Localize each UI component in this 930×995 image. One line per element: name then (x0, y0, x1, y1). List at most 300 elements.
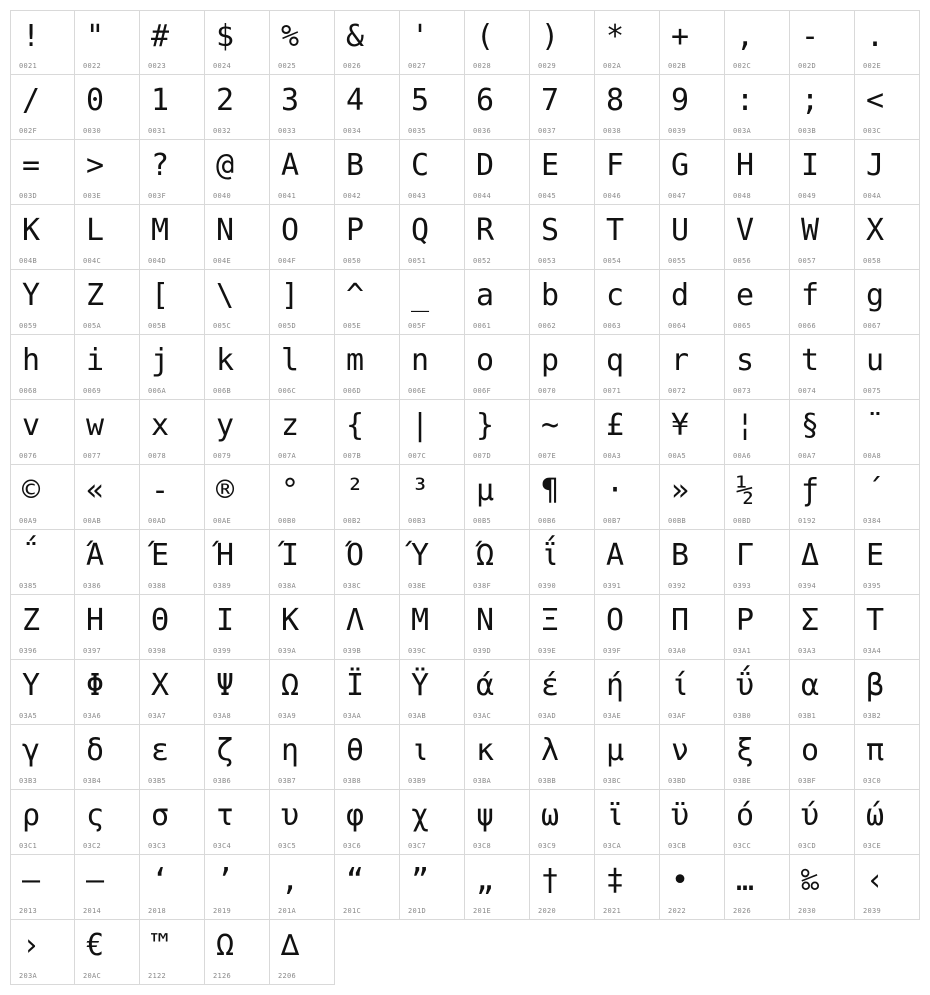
glyph-character: ’ (216, 863, 235, 898)
glyph-codepoint: 003D (19, 192, 38, 200)
glyph-character: 2 (216, 83, 235, 118)
glyph-character: ¶ (541, 473, 560, 508)
glyph-character: Υ (22, 668, 41, 703)
glyph-character: N (216, 213, 235, 248)
glyph-character: Α (606, 538, 625, 573)
glyph-character: ‹ (866, 863, 885, 898)
glyph-codepoint: 03A9 (278, 712, 297, 720)
glyph-codepoint: 0053 (538, 257, 557, 265)
glyph-cell (205, 465, 270, 530)
glyph-cell (140, 205, 205, 270)
glyph-character: ® (216, 473, 235, 508)
glyph-codepoint: 0041 (278, 192, 297, 200)
glyph-character: / (22, 83, 41, 118)
glyph-character: ρ (22, 798, 41, 833)
glyph-cell (335, 465, 400, 530)
glyph-codepoint: 005E (343, 322, 362, 330)
glyph-character: H (736, 148, 755, 183)
glyph-character: Ν (476, 603, 495, 638)
glyph-cell (400, 270, 465, 335)
glyph-codepoint: 0029 (538, 62, 557, 70)
glyph-character: K (22, 213, 41, 248)
glyph-character: Ύ (411, 538, 430, 573)
glyph-codepoint: 005B (148, 322, 167, 330)
glyph-character: n (411, 343, 430, 378)
glyph-codepoint: 03A5 (19, 712, 38, 720)
glyph-character: Κ (281, 603, 300, 638)
glyph-cell (10, 400, 75, 465)
glyph-codepoint: 039D (473, 647, 492, 655)
glyph-cell (660, 595, 725, 660)
glyph-character: ‚ (281, 863, 300, 898)
glyph-character: | (411, 408, 430, 443)
glyph-codepoint: 003C (863, 127, 882, 135)
glyph-character: Η (86, 603, 105, 638)
glyph-character: ' (411, 19, 430, 54)
glyph-codepoint: 006C (278, 387, 297, 395)
glyph-codepoint: 0044 (473, 192, 492, 200)
glyph-character: ΐ (541, 538, 560, 573)
glyph-cell (75, 10, 140, 75)
glyph-character: έ (541, 668, 560, 703)
glyph-codepoint: 0047 (668, 192, 687, 200)
glyph-codepoint: 0384 (863, 517, 882, 525)
glyph-cell (75, 920, 140, 985)
glyph-cell (855, 530, 920, 595)
glyph-cell (140, 725, 205, 790)
glyph-character: E (541, 148, 560, 183)
glyph-codepoint: 00BD (733, 517, 752, 525)
glyph-codepoint: 2026 (733, 907, 752, 915)
glyph-cell (400, 660, 465, 725)
glyph-character: ) (541, 19, 560, 54)
glyph-character: : (736, 83, 755, 118)
glyph-character: › (22, 928, 41, 963)
glyph-character: L (86, 213, 105, 248)
glyph-character: ” (411, 863, 430, 898)
glyph-character: ™ (151, 928, 170, 963)
glyph-character: 3 (281, 83, 300, 118)
glyph-character: u (866, 343, 885, 378)
glyph-codepoint: 0049 (798, 192, 817, 200)
glyph-cell (725, 270, 790, 335)
glyph-cell (530, 140, 595, 205)
glyph-cell (465, 270, 530, 335)
glyph-codepoint: 03BE (733, 777, 752, 785)
glyph-codepoint: 03B1 (798, 712, 817, 720)
glyph-character: , (736, 19, 755, 54)
glyph-cell (205, 595, 270, 660)
glyph-character: W (801, 213, 820, 248)
glyph-character: β (866, 668, 885, 703)
glyph-cell (75, 400, 140, 465)
glyph-codepoint: 03CE (863, 842, 882, 850)
glyph-codepoint: 00A7 (798, 452, 817, 460)
glyph-character: x (151, 408, 170, 443)
glyph-character: l (281, 343, 300, 378)
glyph-cell (790, 725, 855, 790)
glyph-codepoint: 007C (408, 452, 427, 460)
glyph-character: ω (541, 798, 560, 833)
glyph-codepoint: 2021 (603, 907, 622, 915)
glyph-cell (855, 335, 920, 400)
glyph-codepoint: 03C8 (473, 842, 492, 850)
glyph-codepoint: 0055 (668, 257, 687, 265)
glyph-character: ζ (216, 733, 235, 768)
glyph-codepoint: 0038 (603, 127, 622, 135)
glyph-codepoint: 03CD (798, 842, 817, 850)
glyph-cell (465, 140, 530, 205)
glyph-cell (530, 270, 595, 335)
glyph-character: I (801, 148, 820, 183)
glyph-character: " (86, 19, 105, 54)
glyph-codepoint: 0385 (19, 582, 38, 590)
glyph-cell (400, 725, 465, 790)
glyph-codepoint: 0050 (343, 257, 362, 265)
glyph-character: M (151, 213, 170, 248)
glyph-codepoint: 0023 (148, 62, 167, 70)
glyph-character: ο (801, 733, 820, 768)
glyph-character: > (86, 148, 105, 183)
glyph-character: Q (411, 213, 430, 248)
glyph-codepoint: 2020 (538, 907, 557, 915)
glyph-codepoint: 03CC (733, 842, 752, 850)
glyph-character: ½ (736, 473, 755, 508)
glyph-codepoint: 0027 (408, 62, 427, 70)
glyph-character: Ώ (476, 538, 495, 573)
glyph-codepoint: 0397 (83, 647, 102, 655)
glyph-cell (725, 790, 790, 855)
glyph-character: Δ (801, 538, 820, 573)
glyph-cell (855, 660, 920, 725)
glyph-cell (790, 595, 855, 660)
glyph-codepoint: 003A (733, 127, 752, 135)
glyph-character: e (736, 278, 755, 313)
glyph-character: „ (476, 863, 495, 898)
glyph-codepoint: 03B0 (733, 712, 752, 720)
glyph-codepoint: 0399 (213, 647, 232, 655)
glyph-cell (465, 465, 530, 530)
glyph-cell (660, 140, 725, 205)
glyph-codepoint: 0068 (19, 387, 38, 395)
glyph-cell (595, 335, 660, 400)
glyph-character: Ά (86, 538, 105, 573)
glyph-cell (530, 10, 595, 75)
glyph-codepoint: 03B4 (83, 777, 102, 785)
glyph-cell (270, 920, 335, 985)
glyph-cell (400, 855, 465, 920)
glyph-character: ύ (801, 798, 820, 833)
glyph-codepoint: 006E (408, 387, 427, 395)
glyph-codepoint: 0064 (668, 322, 687, 330)
glyph-codepoint: 00A9 (19, 517, 38, 525)
glyph-character: p (541, 343, 560, 378)
glyph-cell (140, 790, 205, 855)
glyph-codepoint: 2122 (148, 972, 167, 980)
glyph-codepoint: 00B6 (538, 517, 557, 525)
glyph-codepoint: 0024 (213, 62, 232, 70)
glyph-codepoint: 004B (19, 257, 38, 265)
glyph-character: d (671, 278, 690, 313)
glyph-character: Ε (866, 538, 885, 573)
glyph-character: ( (476, 19, 495, 54)
glyph-character: c (606, 278, 625, 313)
glyph-cell (660, 10, 725, 75)
glyph-cell (335, 140, 400, 205)
glyph-cell (465, 595, 530, 660)
glyph-cell (660, 530, 725, 595)
glyph-cell (530, 660, 595, 725)
glyph-character: ς (86, 798, 105, 833)
glyph-character: ψ (476, 798, 495, 833)
glyph-codepoint: 0075 (863, 387, 882, 395)
glyph-cell (660, 75, 725, 140)
glyph-cell (530, 790, 595, 855)
glyph-codepoint: 0042 (343, 192, 362, 200)
glyph-codepoint: 0390 (538, 582, 557, 590)
glyph-cell (140, 595, 205, 660)
glyph-character: } (476, 408, 495, 443)
glyph-character: Ϋ (411, 668, 430, 703)
glyph-cell (270, 140, 335, 205)
glyph-codepoint: 0056 (733, 257, 752, 265)
glyph-codepoint: 0032 (213, 127, 232, 135)
glyph-codepoint: 006D (343, 387, 362, 395)
glyph-cell (790, 205, 855, 270)
glyph-codepoint: 0395 (863, 582, 882, 590)
glyph-character: ΅ (22, 538, 41, 573)
glyph-cell (75, 595, 140, 660)
glyph-codepoint: 00AD (148, 517, 167, 525)
glyph-character: m (346, 343, 365, 378)
glyph-codepoint: 03C0 (863, 777, 882, 785)
glyph-cell (75, 790, 140, 855)
glyph-cell (10, 660, 75, 725)
glyph-cell (530, 725, 595, 790)
glyph-cell (790, 530, 855, 595)
glyph-cell (400, 530, 465, 595)
glyph-codepoint: 004C (83, 257, 102, 265)
glyph-codepoint: 03B9 (408, 777, 427, 785)
glyph-cell (10, 140, 75, 205)
glyph-cell (205, 270, 270, 335)
glyph-character: ν (671, 733, 690, 768)
glyph-character: Χ (151, 668, 170, 703)
glyph-character: 6 (476, 83, 495, 118)
glyph-codepoint: 039B (343, 647, 362, 655)
glyph-codepoint: 0037 (538, 127, 557, 135)
glyph-codepoint: 0033 (278, 127, 297, 135)
glyph-character: ‘ (151, 863, 170, 898)
glyph-codepoint: 038C (343, 582, 362, 590)
glyph-cell (465, 400, 530, 465)
glyph-cell (530, 400, 595, 465)
glyph-character: # (151, 19, 170, 54)
glyph-codepoint: 03C3 (148, 842, 167, 850)
glyph-character: ] (281, 278, 300, 313)
glyph-codepoint: 0043 (408, 192, 427, 200)
glyph-character: ∆ (281, 928, 300, 963)
glyph-cell (335, 335, 400, 400)
glyph-cell (10, 270, 75, 335)
glyph-character: g (866, 278, 885, 313)
glyph-cell (10, 790, 75, 855)
glyph-codepoint: 0072 (668, 387, 687, 395)
glyph-character: Ό (346, 538, 365, 573)
glyph-character: α (801, 668, 820, 703)
glyph-codepoint: 0396 (19, 647, 38, 655)
glyph-codepoint: 03A1 (733, 647, 752, 655)
glyph-character: z (281, 408, 300, 443)
glyph-codepoint: 0059 (19, 322, 38, 330)
glyph-cell (270, 75, 335, 140)
glyph-character: ^ (346, 278, 365, 313)
glyph-character: Σ (801, 603, 820, 638)
glyph-character: κ (476, 733, 495, 768)
glyph-codepoint: 002D (798, 62, 817, 70)
glyph-cell (660, 790, 725, 855)
glyph-codepoint: 03B6 (213, 777, 232, 785)
glyph-codepoint: 0389 (213, 582, 232, 590)
glyph-codepoint: 2206 (278, 972, 297, 980)
glyph-cell (270, 10, 335, 75)
glyph-codepoint: 2030 (798, 907, 817, 915)
glyph-cell (400, 140, 465, 205)
glyph-character: μ (606, 733, 625, 768)
glyph-codepoint: 00A6 (733, 452, 752, 460)
glyph-cell (270, 855, 335, 920)
glyph-codepoint: 0046 (603, 192, 622, 200)
glyph-character: ¨ (866, 408, 885, 443)
glyph-codepoint: 2022 (668, 907, 687, 915)
glyph-cell (790, 10, 855, 75)
glyph-codepoint: 039A (278, 647, 297, 655)
glyph-character: ƒ (801, 473, 820, 508)
glyph-cell (725, 400, 790, 465)
glyph-cell (335, 75, 400, 140)
glyph-cell (335, 660, 400, 725)
glyph-cell (10, 920, 75, 985)
glyph-codepoint: 002A (603, 62, 622, 70)
glyph-cell (595, 205, 660, 270)
glyph-character: υ (281, 798, 300, 833)
glyph-character: φ (346, 798, 365, 833)
glyph-codepoint: 201D (408, 907, 427, 915)
glyph-character: ι (411, 733, 430, 768)
glyph-character: Π (671, 603, 690, 638)
glyph-character: 4 (346, 83, 365, 118)
glyph-codepoint: 0057 (798, 257, 817, 265)
glyph-cell (270, 205, 335, 270)
glyph-codepoint: 2018 (148, 907, 167, 915)
glyph-character: γ (22, 733, 41, 768)
glyph-character: F (606, 148, 625, 183)
glyph-cell (855, 790, 920, 855)
glyph-codepoint: 0061 (473, 322, 492, 330)
glyph-codepoint: 0392 (668, 582, 687, 590)
glyph-codepoint: 007A (278, 452, 297, 460)
glyph-character: ό (736, 798, 755, 833)
glyph-character: θ (346, 733, 365, 768)
glyph-cell (10, 75, 75, 140)
glyph-character: £ (606, 408, 625, 443)
glyph-codepoint: 03A6 (83, 712, 102, 720)
glyph-character: τ (216, 798, 235, 833)
glyph-cell (270, 270, 335, 335)
glyph-codepoint: 003E (83, 192, 102, 200)
glyph-cell (790, 270, 855, 335)
glyph-cell (205, 920, 270, 985)
glyph-cell (400, 790, 465, 855)
glyph-character: » (671, 473, 690, 508)
glyph-cell (140, 660, 205, 725)
glyph-codepoint: 0076 (19, 452, 38, 460)
glyph-codepoint: 03AE (603, 712, 622, 720)
glyph-cell (660, 270, 725, 335)
glyph-character: ‡ (606, 863, 625, 898)
glyph-cell (660, 465, 725, 530)
glyph-codepoint: 002E (863, 62, 882, 70)
glyph-codepoint: 007D (473, 452, 492, 460)
glyph-cell (465, 790, 530, 855)
glyph-codepoint: 00BB (668, 517, 687, 525)
glyph-character: C (411, 148, 430, 183)
glyph-character: ? (151, 148, 170, 183)
glyph-cell (140, 530, 205, 595)
glyph-cell (725, 205, 790, 270)
glyph-codepoint: 0071 (603, 387, 622, 395)
glyph-codepoint: 00B0 (278, 517, 297, 525)
glyph-cell (270, 595, 335, 660)
glyph-cell (660, 725, 725, 790)
glyph-codepoint: 039E (538, 647, 557, 655)
glyph-character: w (86, 408, 105, 443)
glyph-character: * (606, 19, 625, 54)
glyph-character: V (736, 213, 755, 248)
glyph-character: Τ (866, 603, 885, 638)
glyph-cell (855, 465, 920, 530)
glyph-cell (10, 530, 75, 595)
glyph-character: ε (151, 733, 170, 768)
glyph-cell (855, 725, 920, 790)
glyph-codepoint: 03B5 (148, 777, 167, 785)
glyph-codepoint: 03BA (473, 777, 492, 785)
glyph-cell (725, 725, 790, 790)
glyph-codepoint: 03CB (668, 842, 687, 850)
glyph-cell (660, 400, 725, 465)
glyph-codepoint: 0031 (148, 127, 167, 135)
glyph-character: ² (346, 473, 365, 508)
glyph-codepoint: 0394 (798, 582, 817, 590)
glyph-codepoint: 03AC (473, 712, 492, 720)
glyph-cell (75, 335, 140, 400)
glyph-character: δ (86, 733, 105, 768)
glyph-character: λ (541, 733, 560, 768)
glyph-cell (270, 530, 335, 595)
glyph-cell (75, 725, 140, 790)
glyph-character: Z (86, 278, 105, 313)
glyph-codepoint: 005F (408, 322, 427, 330)
glyph-character: \ (216, 278, 235, 313)
glyph-codepoint: 0048 (733, 192, 752, 200)
glyph-character: η (281, 733, 300, 768)
glyph-cell (530, 530, 595, 595)
glyph-codepoint: 03C5 (278, 842, 297, 850)
glyph-codepoint: 2014 (83, 907, 102, 915)
glyph-character: Ή (216, 538, 235, 573)
glyph-character: P (346, 213, 365, 248)
glyph-cell (270, 465, 335, 530)
